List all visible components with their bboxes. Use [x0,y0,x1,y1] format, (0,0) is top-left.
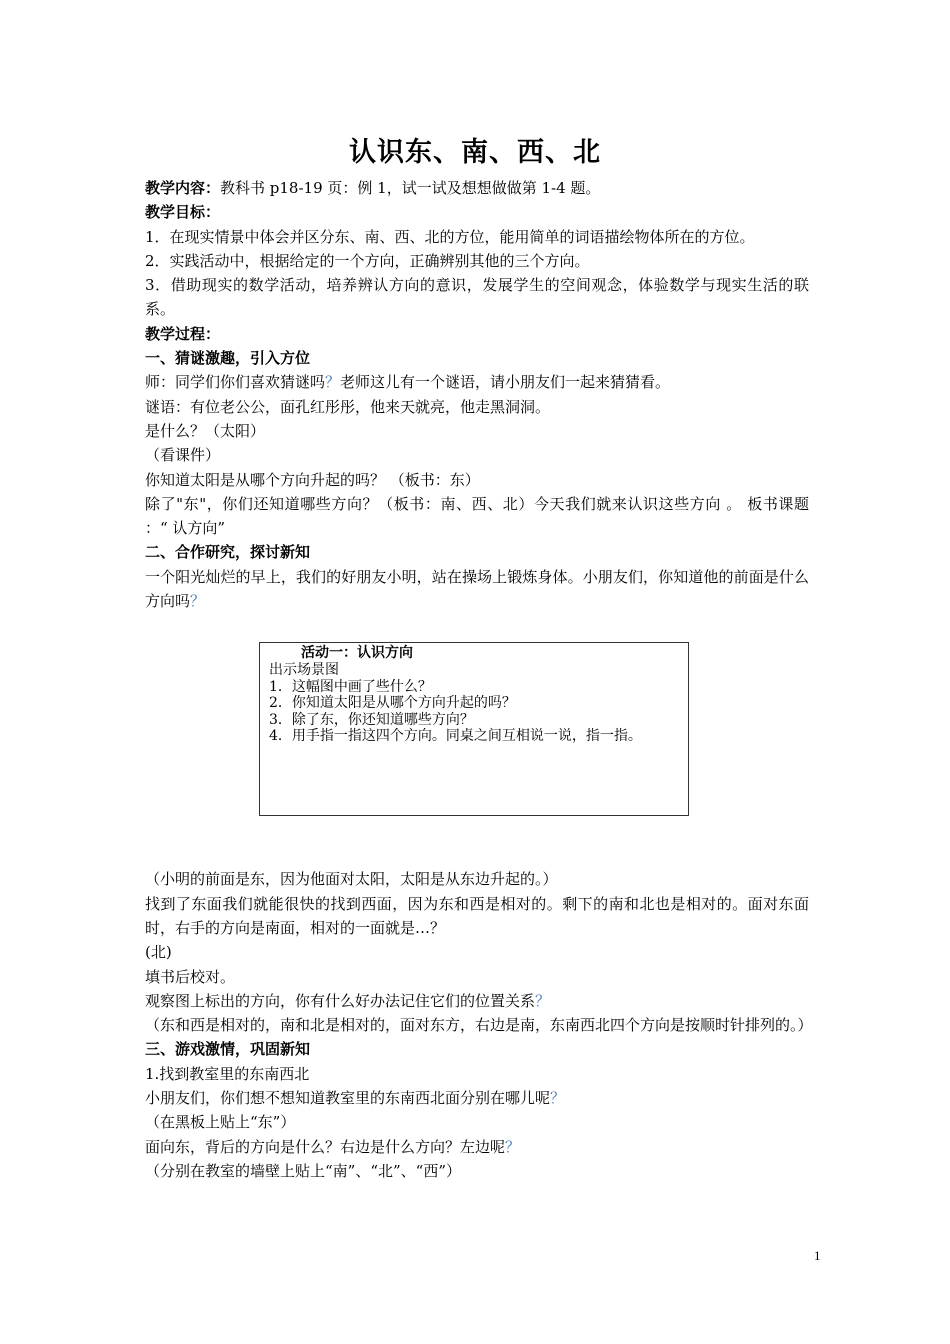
goal-3: 3．借助现实的数学活动，培养辨认方向的意识，发展学生的空间观念，体验数学与现实生活的联系。 [145,276,809,319]
north-answer: (北) [145,943,172,962]
activity-item: 2．你知道太阳是从哪个方向升起的吗？ [269,695,516,712]
page-number: 1 [814,1248,821,1263]
page-title: 认识东、南、西、北 [349,137,601,168]
wall-note: （分别在教室的墙壁上贴上“南”、“北”、“西”） [145,1161,462,1180]
activity-item: 3．除了东，你还知道哪些方向？ [269,711,474,728]
relation-paragraph: （东和西是相对的，南和北是相对的，面对东方，右边是南，东南西北四个方向是按顺时针排列的。） [145,1016,813,1035]
goal-2: 2．实践活动中，根据给定的一个方向，正确辨别其他的三个方向。 [145,251,590,270]
xiaoming-text: 一个阳光灿烂的早上，我们的好朋友小明，站在操场上锻炼身体。小朋友们，你知道他的前面是什么方向吗 [145,567,809,611]
classroom-question-q: ？ [550,1089,566,1108]
riddle-line: 谜语：有位老公公，面孔红彤彤，他来天就亮，他走黑洞洞。 [145,397,551,416]
section-1-heading: 一、猜谜激趣，引入方位 [145,349,311,368]
activity-heading: 活动一：认识方向 [301,645,413,662]
xiaoming-q: ？ [190,592,206,611]
activity-item: 1．这幅图中画了些什么？ [269,678,432,695]
document-body [145,176,813,1183]
teacher-line-b: 老师这儿有一个谜语，请小朋友们一起来猜猜看。 [340,373,671,392]
teacher-line-q: ？ [325,373,341,392]
check-line: 填书后校对。 [145,967,236,986]
facing-east-q: ？ [505,1137,521,1156]
activity-item: 出示场景图 [269,661,339,678]
goal-1: 1．在现实情景中体会并区分东、南、西、北的方位，能用简单的词语描绘物体所在的方位。 [145,227,755,246]
section-3-heading: 三、游戏激情，巩固新知 [145,1040,311,1059]
classroom-question [145,1086,809,1110]
observe-line [145,989,809,1013]
teaching-process-label: 教学过程： [145,324,221,343]
blackboard-note: （在黑板上贴上“东”） [145,1113,296,1132]
activity-box [259,642,689,816]
teaching-content-text: 教科书 p18-19 页：例 1，试一试及想想做做第 1-4 题。 [220,179,601,197]
teacher-line-a: 师：同学们你们喜欢猜谜吗 [145,373,326,392]
section-2-heading: 二、合作研究，探讨新知 [145,543,311,562]
teacher-line [145,370,809,394]
xiaoming-answer: （小明的前面是东，因为他面对太阳，太阳是从东边升起的。） [145,870,558,889]
facing-east-text: 面向东，背后的方向是什么？右边是什么方向？左边呢 [145,1137,506,1156]
teaching-content-label: 教学内容： [145,179,221,197]
activity-item: 4．用手指一指这四个方向。同桌之间互相说一说，指一指。 [269,728,642,745]
courseware-note: （看课件） [145,446,221,465]
classroom-item: 1.找到教室里的东南西北 [145,1064,310,1083]
xiaoming-paragraph [145,565,809,614]
teaching-goals-label: 教学目标： [145,203,221,222]
teaching-content-line [145,176,809,200]
east-west-paragraph: 找到了东面我们就能很快的找到西面，因为东和西是相对的。剩下的南和北也是相对的。面对东面时，右手的方向是南面，相对的一面就是…？ [145,894,809,937]
observe-text: 观察图上标出的方向，你有什么好办法记住它们的位置关系 [145,991,536,1010]
observe-q: ？ [535,991,551,1010]
sunrise-question: 你知道太阳是从哪个方向升起的吗？ （板书：东） [145,470,480,489]
classroom-question-text: 小朋友们，你们想不想知道教室里的东南西北面分别在哪儿呢 [145,1089,551,1108]
facing-east-question [145,1135,809,1159]
riddle-answer: 是什么？（太阳） [145,421,266,440]
directions-paragraph: 除了"东"，你们还知道哪些方向？（板书：南、西、北）今天我们就来认识这些方向 。 板书课题 ：“ 认方向” [145,494,809,538]
